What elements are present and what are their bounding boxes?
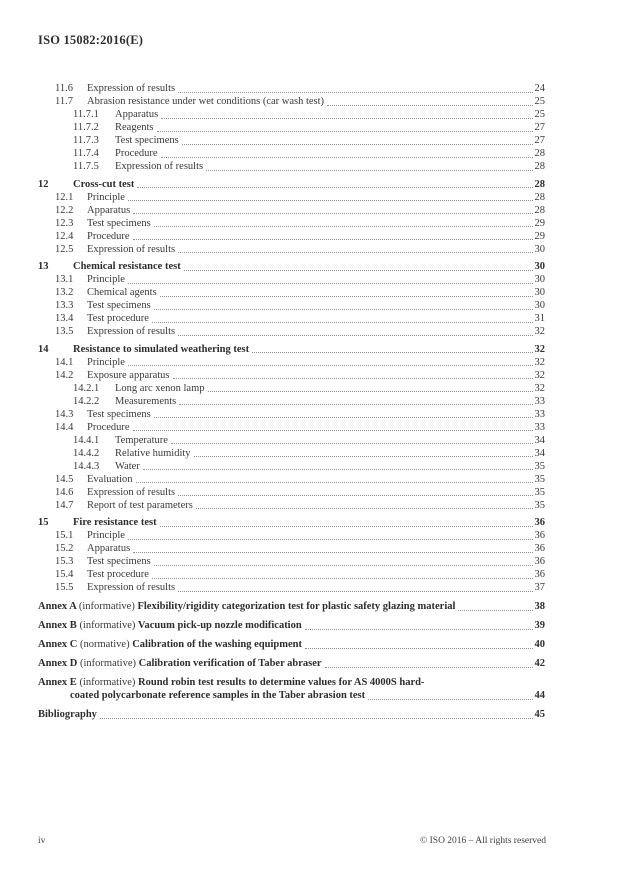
toc-bibliography-entry: [38, 708, 545, 721]
toc-leader-dots: [178, 486, 532, 497]
toc-entry-page: 32: [534, 356, 545, 368]
toc-entry: [38, 343, 545, 356]
annex-label: Annex A: [38, 601, 77, 612]
toc-entry-number: 12.1: [55, 191, 74, 203]
toc-entry: [38, 408, 545, 421]
toc-entry: [38, 486, 545, 499]
toc-entry-page: 44: [534, 690, 545, 701]
annex-kind: (informative): [80, 658, 136, 669]
toc-entry-title: Abrasion resistance under wet conditions (car wash test): [87, 96, 325, 107]
toc-entry-number: 14.4: [55, 421, 74, 433]
toc-entry-page: 30: [534, 300, 545, 311]
toc-entry-title: Reagents: [115, 122, 154, 133]
toc-entry-title: Apparatus: [87, 204, 131, 216]
annex-label: Annex E: [38, 677, 77, 688]
toc-annex-entry: [38, 638, 545, 651]
toc-leader-dots: [368, 689, 532, 700]
toc-leader-dots: [154, 555, 533, 566]
toc-leader-dots: [305, 638, 533, 649]
toc-entry-number: 12: [38, 178, 49, 190]
toc-entry: [38, 421, 545, 434]
toc-entry-page: 28: [534, 204, 545, 216]
toc-entry-title: Long arc xenon lamp: [115, 382, 205, 394]
toc-entry-page: 28: [534, 161, 545, 172]
toc-entry: [38, 299, 545, 312]
annex-kind: (informative): [79, 677, 136, 688]
toc-entry: [38, 542, 545, 555]
toc-leader-dots: [182, 134, 533, 145]
toc-entry-title: Evaluation: [87, 473, 133, 485]
toc-leader-dots: [196, 499, 533, 510]
toc-entry: [38, 499, 545, 512]
toc-entry-number: 13.2: [55, 287, 74, 298]
toc-entry-page: 36: [534, 569, 545, 580]
toc-entry-page: 25: [534, 96, 545, 107]
toc-entry-title: Principle: [87, 356, 125, 368]
toc-entry-title: Expression of results: [87, 582, 176, 593]
toc-entry-title: Test specimens: [87, 408, 151, 420]
bibliography-label: Bibliography: [38, 709, 97, 720]
toc-entry-title: Test specimens: [87, 217, 151, 229]
toc-leader-dots: [133, 204, 532, 215]
toc-entry-number: 11.6: [55, 83, 73, 94]
toc-entry-title: Expression of results: [87, 486, 176, 498]
toc-entry-number: 14.6: [55, 486, 74, 498]
annex-label: Annex D: [38, 658, 78, 669]
toc-leader-dots: [152, 312, 533, 323]
toc-entry-page: 36: [534, 530, 545, 541]
toc-entry-title: Expression of results: [87, 243, 176, 255]
annex-text: [38, 638, 302, 651]
toc-entry-title: Test procedure: [87, 569, 149, 580]
toc-entry-page: 39: [534, 620, 545, 631]
footer-page-number: iv: [38, 836, 46, 846]
toc-entry-number: 14.1: [55, 356, 74, 368]
annex-text: [38, 619, 302, 632]
toc-entry-title: Test specimens: [87, 556, 151, 567]
toc-entry-page: 36: [534, 543, 545, 554]
toc-entry-page: 30: [534, 274, 545, 285]
toc-entry-number: 15.2: [55, 543, 74, 554]
annex-text: [38, 657, 322, 670]
toc-annex-entry: [38, 657, 545, 670]
toc-entry-number: 15: [38, 517, 49, 528]
toc-entry-number: 13.1: [55, 274, 74, 285]
toc-entry-number: 13.3: [55, 300, 74, 311]
toc-entry-number: 14.7: [55, 499, 74, 511]
toc-leader-dots: [161, 147, 533, 158]
toc-leader-dots: [208, 382, 533, 393]
toc-leader-dots: [178, 325, 532, 336]
toc-leader-dots: [128, 273, 533, 284]
toc-entry-number: 11.7.2: [73, 122, 99, 133]
toc-leader-dots: [161, 108, 532, 119]
toc-entry-number: 14.4.3: [73, 460, 100, 472]
toc-entry-title: Procedure: [87, 230, 130, 242]
toc-entry-title: Measurements: [115, 395, 177, 407]
toc-entry-page: 42: [534, 658, 545, 669]
toc-entry-title: Cross-cut test: [73, 178, 135, 190]
toc-leader-dots: [143, 460, 533, 471]
toc-entry-number: 14.2.2: [73, 395, 100, 407]
toc-entry-page: 35: [534, 460, 545, 472]
toc-entry: [38, 178, 545, 191]
toc-entry: [38, 260, 545, 273]
toc-entry-title: Apparatus: [87, 543, 131, 554]
toc-entry: [38, 312, 545, 325]
toc-entry-number: 14.3: [55, 408, 74, 420]
toc-entry: [38, 230, 545, 243]
toc-entry-title: Procedure: [87, 421, 130, 433]
toc-entry: [38, 273, 545, 286]
toc-entry-title: Exposure apparatus: [87, 369, 170, 381]
toc-leader-dots: [128, 529, 533, 540]
toc-entry: [38, 243, 545, 256]
toc-leader-dots: [133, 230, 533, 241]
annex-title: Calibration of the washing equipment: [132, 639, 302, 650]
toc-entry: [38, 529, 545, 542]
toc-entry-page: 27: [534, 122, 545, 133]
toc-entry: [38, 382, 545, 395]
toc-leader-dots: [194, 447, 533, 458]
toc-entry-title: Relative humidity: [115, 447, 191, 459]
toc-entry-number: 14.2: [55, 369, 74, 381]
toc-entry: [38, 121, 545, 134]
toc-leader-dots: [157, 121, 533, 132]
toc-entry-page: 32: [534, 326, 545, 337]
doc-reference: ISO 15082:2016(E): [38, 33, 144, 47]
annex-text: [38, 676, 424, 689]
toc-entry: [38, 568, 545, 581]
toc-entry-page: 32: [534, 343, 545, 355]
toc-entry-number: 14.2.1: [73, 382, 100, 394]
toc-entry-page: 40: [534, 639, 545, 650]
toc-leader-dots: [173, 369, 533, 380]
annex-title: Round robin test results to determine values for AS 4000S hard-: [138, 677, 425, 688]
toc-entry-page: 34: [534, 447, 545, 459]
toc-entry-number: 11.7.3: [73, 135, 99, 146]
toc-leader-dots: [128, 191, 533, 202]
annex-label: Annex B: [38, 620, 77, 631]
toc-entry-page: 32: [534, 369, 545, 381]
toc-entry: [38, 369, 545, 382]
toc-entry-title: Principle: [87, 530, 125, 541]
toc-entry-number: 14: [38, 343, 49, 355]
toc-entry-number: 11.7.1: [73, 109, 99, 120]
toc-entry-page: 36: [534, 517, 545, 528]
toc-leader-dots: [100, 708, 533, 719]
toc-entry: [38, 395, 545, 408]
toc-leader-dots: [305, 619, 533, 630]
toc-leader-dots: [184, 260, 533, 271]
toc-entry: [38, 82, 545, 95]
toc-entry-title: Water: [115, 460, 140, 472]
toc-leader-dots: [178, 581, 532, 592]
toc-entry: [38, 160, 545, 173]
toc-leader-dots: [327, 95, 532, 106]
toc-entry: [38, 516, 545, 529]
toc-entry-page: 33: [534, 421, 545, 433]
toc-leader-dots: [154, 299, 533, 310]
annex-kind: (informative): [79, 620, 136, 631]
toc-entry-number: 12.5: [55, 243, 74, 255]
toc-entry-page: 35: [534, 473, 545, 485]
toc-entry: [38, 356, 545, 369]
toc-entry-page: 34: [534, 434, 545, 446]
toc-entry-number: 12.4: [55, 230, 74, 242]
toc-entry-title: Test procedure: [87, 313, 149, 324]
toc-leader-dots: [152, 568, 533, 579]
annex-title: Vacuum pick-up nozzle modification: [137, 620, 302, 631]
toc-entry: [38, 434, 545, 447]
toc-entry-title: Resistance to simulated weathering test: [73, 343, 250, 355]
toc-entry-number: 14.4.1: [73, 434, 100, 446]
toc-leader-dots: [178, 82, 532, 93]
toc-entry-page: 27: [534, 135, 545, 146]
toc-entry: [38, 191, 545, 204]
toc-entry: [38, 447, 545, 460]
toc-entry-number: 13.4: [55, 313, 74, 324]
toc-entry-page: 32: [534, 382, 545, 394]
toc-entry: [38, 95, 545, 108]
toc-entry-title: Temperature: [115, 434, 168, 446]
toc-entry: [38, 325, 545, 338]
toc-leader-dots: [137, 178, 532, 189]
toc-entry-page: 25: [534, 109, 545, 120]
toc-leader-dots: [179, 395, 532, 406]
toc-annex-entry: [38, 619, 545, 632]
toc-entry-title: Apparatus: [115, 109, 159, 120]
toc-leader-dots: [160, 516, 533, 527]
toc-entry-title: Principle: [87, 274, 125, 285]
toc-entry-number: 15.5: [55, 582, 74, 593]
annex-kind: (informative): [78, 601, 135, 612]
toc-entry-number: 13.5: [55, 326, 74, 337]
toc-leader-dots: [154, 217, 533, 228]
toc-entry-page: 35: [534, 486, 545, 498]
toc-entry-title: Expression of results: [87, 83, 176, 94]
toc-entry-page: 30: [534, 287, 545, 298]
annex-title-continued: coated polycarbonate reference samples in the Taber abrasion test: [70, 690, 366, 701]
toc-entry-page: 35: [534, 499, 545, 511]
toc-entry-page: 29: [534, 217, 545, 229]
toc-entry-page: 45: [534, 709, 545, 720]
toc-leader-dots: [136, 473, 533, 484]
toc-entry-number: 12.3: [55, 217, 74, 229]
toc-entry-number: 15.3: [55, 556, 74, 567]
toc-entry: [38, 555, 545, 568]
toc-entry-page: 28: [534, 178, 545, 190]
annex-text: [38, 600, 455, 613]
toc-leader-dots: [458, 600, 532, 611]
toc-entry-title: Chemical agents: [87, 287, 157, 298]
toc-entry-page: 24: [534, 83, 545, 94]
toc-entry-number: 12.2: [55, 204, 74, 216]
toc-entry-title: Procedure: [115, 148, 158, 159]
toc-entry-title: Test specimens: [115, 135, 179, 146]
toc-leader-dots: [178, 243, 532, 254]
toc-leader-dots: [160, 286, 533, 297]
toc-annex-entry: [38, 600, 545, 613]
toc-entry-page: 37: [534, 582, 545, 593]
toc-entry-title: Report of test parameters: [87, 499, 193, 511]
annex-title: Flexibility/rigidity categorization test for plastic safety glazing material: [137, 601, 456, 612]
page-footer: [38, 836, 546, 846]
toc-leader-dots: [133, 542, 532, 553]
toc-annex-entry-continuation: [38, 689, 545, 702]
toc-entry-title: Principle: [87, 191, 125, 203]
toc-entry: [38, 108, 545, 121]
toc-leader-dots: [171, 434, 533, 445]
toc-entry-title: Fire resistance test: [73, 517, 157, 528]
toc-entry-number: 14.4.2: [73, 447, 100, 459]
toc-leader-dots: [252, 343, 532, 354]
toc-entry-page: 31: [534, 313, 545, 324]
toc-entry-title: Chemical resistance test: [73, 261, 181, 272]
toc-entry-title: Expression of results: [87, 326, 176, 337]
toc-entry-page: 28: [534, 191, 545, 203]
toc-entry-page: 28: [534, 148, 545, 159]
table-of-contents: [38, 82, 545, 721]
toc-entry: [38, 460, 545, 473]
toc-entry: [38, 581, 545, 594]
toc-entry-page: 30: [534, 261, 545, 272]
annex-label: Annex C: [38, 639, 78, 650]
toc-entry: [38, 217, 545, 230]
footer-copyright: © ISO 2016 – All rights reserved: [420, 836, 546, 846]
toc-entry-page: 33: [534, 408, 545, 420]
toc-entry-number: 11.7.4: [73, 148, 99, 159]
toc-leader-dots: [325, 657, 533, 668]
toc-entry: [38, 147, 545, 160]
toc-entry-number: 15.1: [55, 530, 74, 541]
toc-entry-number: 15.4: [55, 569, 74, 580]
toc-entry-number: 14.5: [55, 473, 74, 485]
toc-entry-page: 38: [534, 601, 545, 612]
toc-entry: [38, 473, 545, 486]
page-header: [38, 33, 143, 48]
toc-entry-page: 33: [534, 395, 545, 407]
toc-entry-number: 11.7.5: [73, 161, 99, 172]
toc-entry-page: 36: [534, 556, 545, 567]
toc-annex-entry: [38, 676, 545, 689]
toc-entry: [38, 134, 545, 147]
toc-entry-title: Test specimens: [87, 300, 151, 311]
annex-title: Calibration verification of Taber abraser: [138, 658, 322, 669]
toc-entry: [38, 204, 545, 217]
toc-leader-dots: [133, 421, 533, 432]
toc-entry-page: 30: [534, 243, 545, 255]
toc-entry-page: 29: [534, 230, 545, 242]
toc-entry-number: 11.7: [55, 96, 73, 107]
toc-entry: [38, 286, 545, 299]
toc-entry-title: Expression of results: [115, 161, 204, 172]
toc-entry-number: 13: [38, 261, 49, 272]
toc-leader-dots: [128, 356, 533, 367]
toc-leader-dots: [154, 408, 533, 419]
annex-kind: (normative): [80, 639, 130, 650]
toc-leader-dots: [206, 160, 532, 171]
